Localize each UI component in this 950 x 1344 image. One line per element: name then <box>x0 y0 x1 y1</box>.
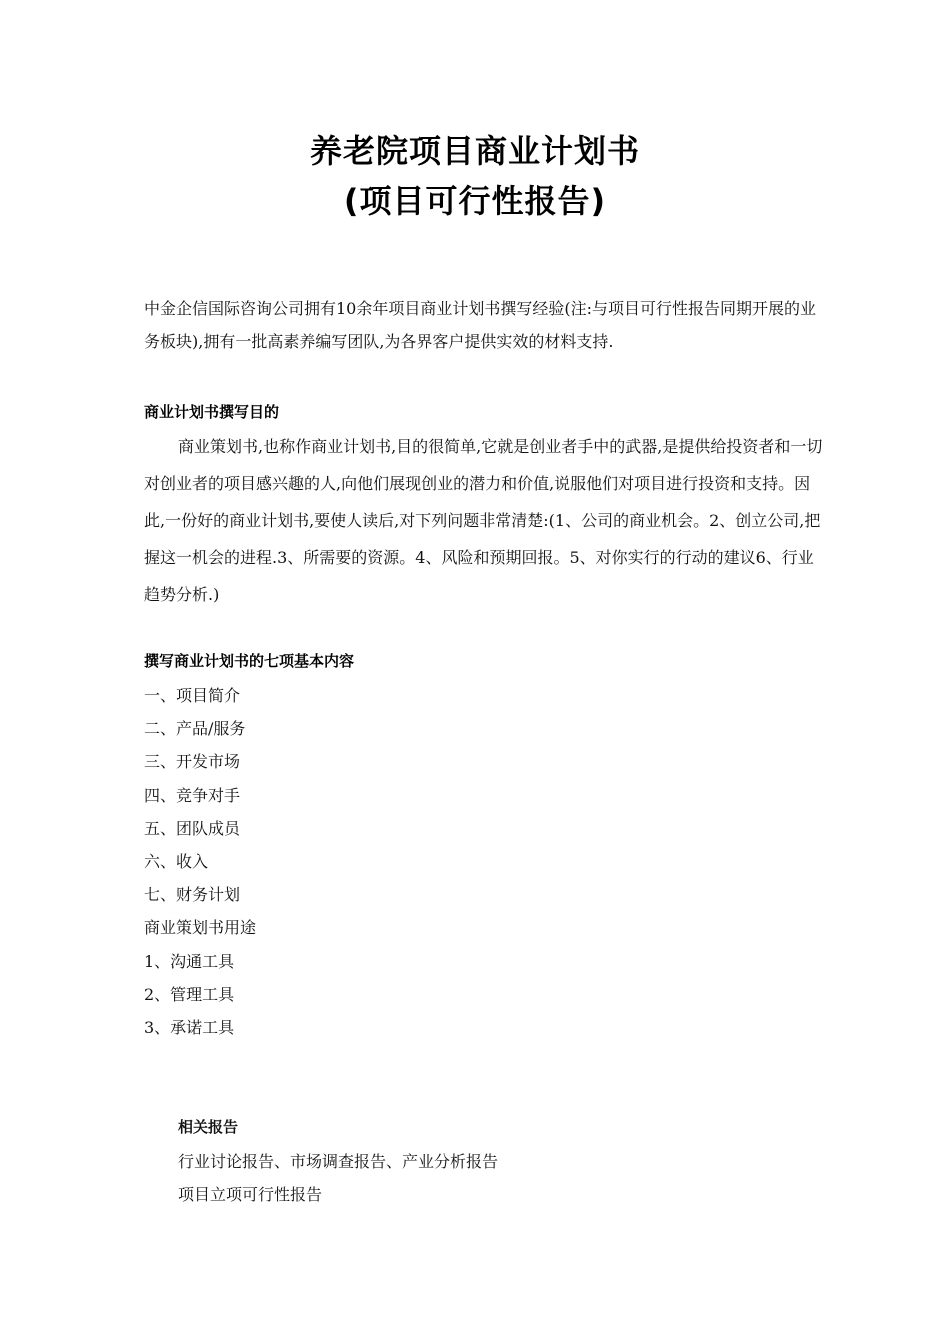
list-item: 三、开发市场 <box>144 752 241 772</box>
list-item: 六、收入 <box>144 851 209 871</box>
list-item: 四、竞争对手 <box>144 785 241 805</box>
list-item: 一、项目简介 <box>144 686 241 705</box>
contents-list <box>144 679 256 1044</box>
list-item: 七、财务计划 <box>144 885 241 905</box>
related-heading: 相关报告 <box>178 1118 239 1136</box>
related-list <box>178 1145 498 1211</box>
list-item: 1、沟通工具 <box>144 951 235 971</box>
list-item: 五、团队成员 <box>144 818 241 838</box>
purpose-heading: 商业计划书撰写目的 <box>144 403 280 421</box>
related-item: 行业讨论报告、市场调查报告、产业分析报告 <box>178 1152 499 1171</box>
list-item: 3、承诺工具 <box>144 1017 235 1037</box>
document-title: 养老院项目商业计划书 <box>309 132 640 170</box>
list-item: 2、管理工具 <box>144 984 235 1004</box>
list-item: 商业策划书用途 <box>144 918 257 938</box>
contents-heading: 撰写商业计划书的七项基本内容 <box>144 652 355 670</box>
list-item: 二、产品/服务 <box>144 719 246 739</box>
intro-paragraph: 中金企信国际咨询公司拥有10余年项目商业计划书撰写经验(注:与项目可行性报告同期开展的业务板块),拥有一批高素养编写团队,为各界客户提供实效的材料支持. <box>144 299 816 351</box>
related-item: 项目立项可行性报告 <box>178 1185 323 1204</box>
document-subtitle: (项目可行性报告) <box>343 182 607 220</box>
purpose-paragraph: 商业策划书,也称作商业计划书,目的很简单,它就是创业者手中的武器,是提供给投资者和一切对创业者的项目感兴趣的人,向他们展现创业的潜力和价值,说服他们对项目进行投资和支持。因此,一份好的商业计划书,要使人读后,对下列问题非常清楚:(1、公司的商业机会。2、创立公司,把握这一机会的进程.3、所需要的资源。4、风险和预期回报。5、对你实行的行动的建议6、行业趋势分析.) <box>144 437 823 604</box>
